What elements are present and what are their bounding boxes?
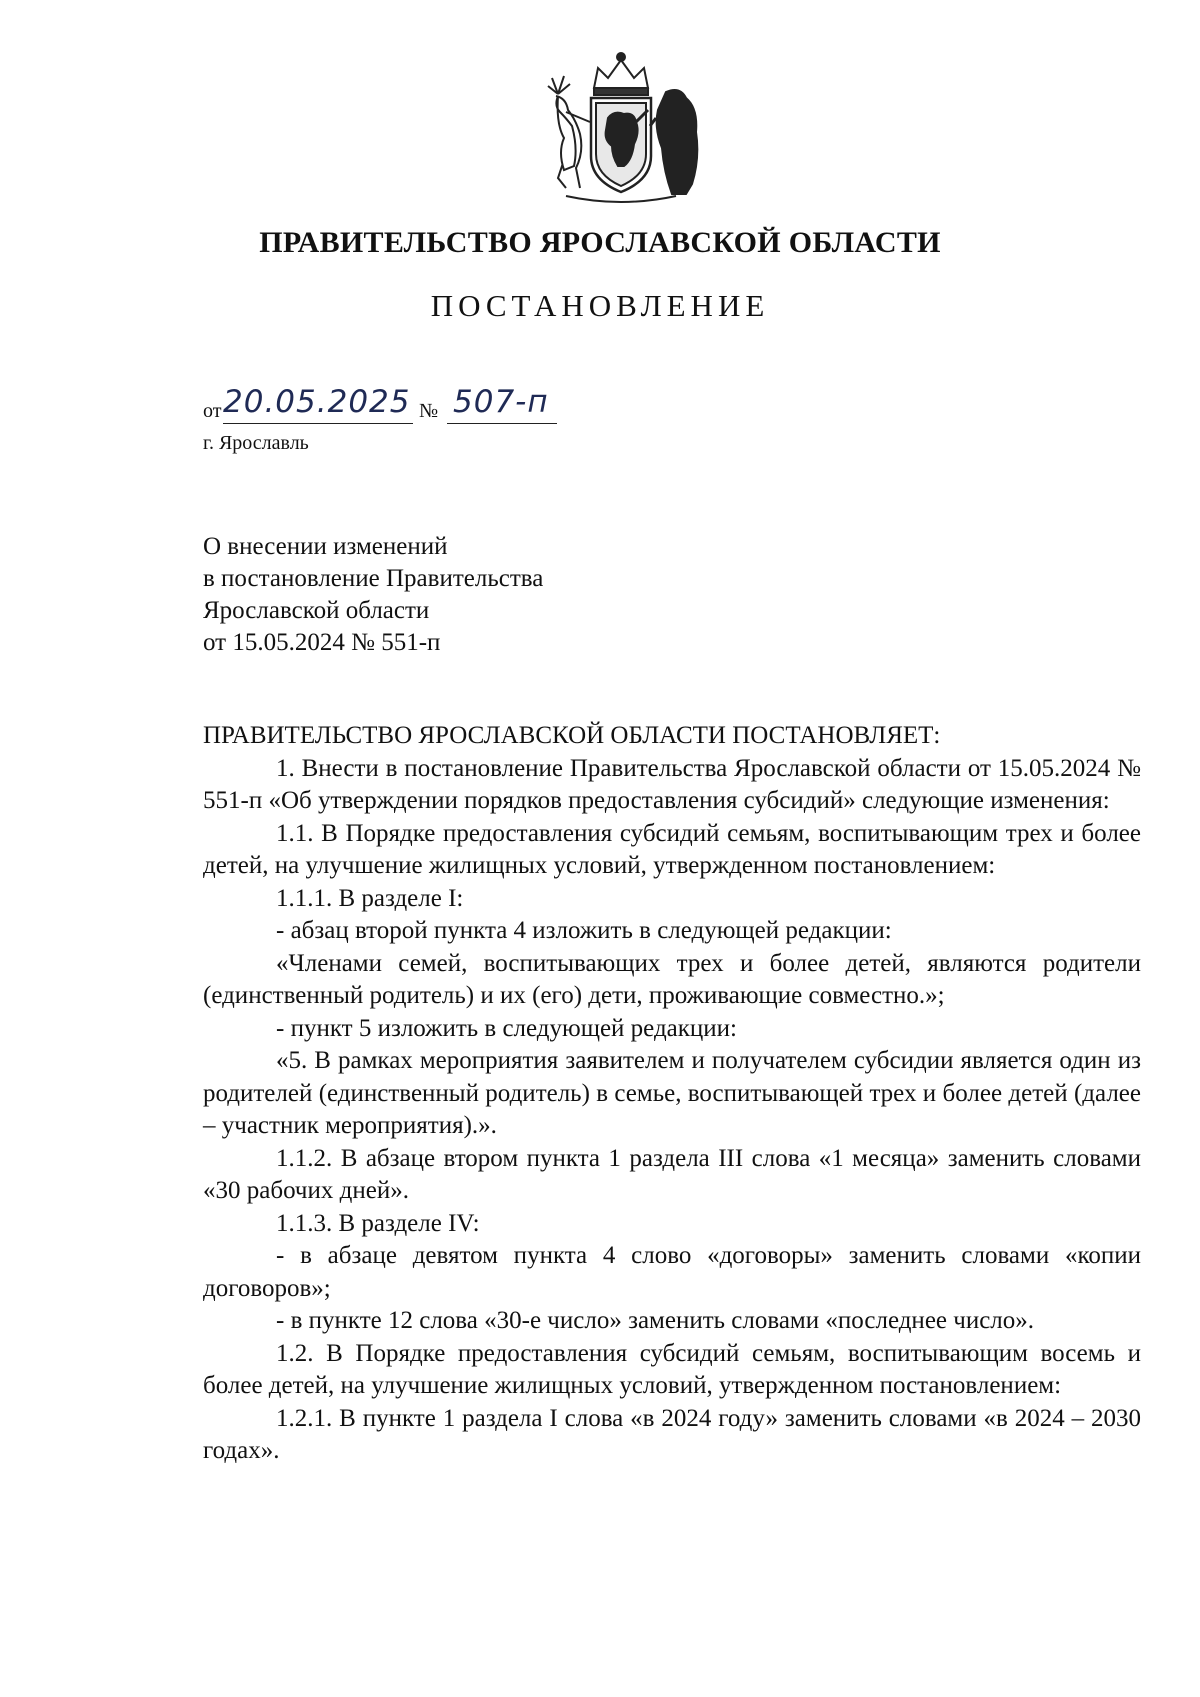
body-paragraph: 1.2. В Порядке предоставления субсидий семьям, воспитывающим восемь и более детей, на улучшение жилищных условий, утвержденном постановлением:	[203, 1339, 1141, 1399]
subject-line: Ярославской области	[203, 597, 430, 624]
number-prefix: №	[419, 400, 439, 422]
government-title: ПРАВИТЕЛЬСТВО ЯРОСЛАВСКОЙ ОБЛАСТИ	[259, 226, 941, 259]
body-paragraph: - пункт 5 изложить в следующей редакции:	[276, 1014, 737, 1042]
date-number-line	[203, 384, 623, 430]
body-paragraph: - в пункте 12 слова «30-е число» заменить словами «последнее число».	[276, 1307, 1035, 1334]
document-subject	[203, 531, 543, 659]
body-paragraph: «5. В рамках мероприятия заявителем и получателем субсидии является один из родителей (единственный родитель) в семье, воспитывающей трех и более детей (далее – участник мероприятия).».	[203, 1047, 1141, 1139]
handwritten-number: 507-п	[453, 384, 549, 420]
subject-line: в постановление Правительства	[203, 565, 544, 592]
document-type: ПОСТАНОВЛЕНИЕ	[430, 288, 770, 323]
body-paragraph: 1. Внести в постановление Правительства Ярославской области от 15.05.2024 № 551-п «Об утверждении порядков предоставления субсидий» следующие изменения:	[203, 754, 1141, 814]
coat-of-arms-icon	[536, 48, 706, 206]
handwritten-date: 20.05.2025	[223, 384, 411, 420]
document-body	[203, 720, 1141, 1468]
subject-line: О внесении изменений	[203, 533, 448, 560]
body-paragraph: - абзац второй пункта 4 изложить в следующей редакции:	[276, 917, 892, 944]
date-underline	[223, 423, 413, 424]
body-paragraph: 1.1.1. В разделе I:	[276, 884, 464, 912]
body-paragraph: 1.1.2. В абзаце втором пункта 1 раздела III слова «1 месяца» заменить словами «30 рабочих дней».	[203, 1144, 1141, 1204]
body-paragraph: - в абзаце девятом пункта 4 слово «договоры» заменить словами «копии договоров»;	[203, 1242, 1141, 1302]
body-paragraph: «Членами семей, воспитывающих трех и более детей, являются родители (единственный родитель) и их (его) дети, проживающие совместно.»;	[203, 949, 1141, 1009]
body-paragraph: 1.1.3. В разделе IV:	[276, 1209, 480, 1237]
subject-line: от 15.05.2024 № 551-п	[203, 629, 441, 656]
body-paragraph: 1.1. В Порядке предоставления субсидий семьям, воспитывающим трех и более детей, на улучшение жилищных условий, утвержденном постановлением:	[203, 819, 1141, 879]
decree-line: ПРАВИТЕЛЬСТВО ЯРОСЛАВСКОЙ ОБЛАСТИ ПОСТАНОВЛЯЕТ:	[203, 722, 941, 749]
body-paragraph: 1.2.1. В пункте 1 раздела I слова «в 2024 году» заменить словами «в 2024 – 2030 годах».	[203, 1404, 1141, 1464]
number-underline	[447, 423, 557, 424]
city-line: г. Ярославль	[203, 432, 309, 454]
date-prefix: от	[203, 400, 222, 422]
